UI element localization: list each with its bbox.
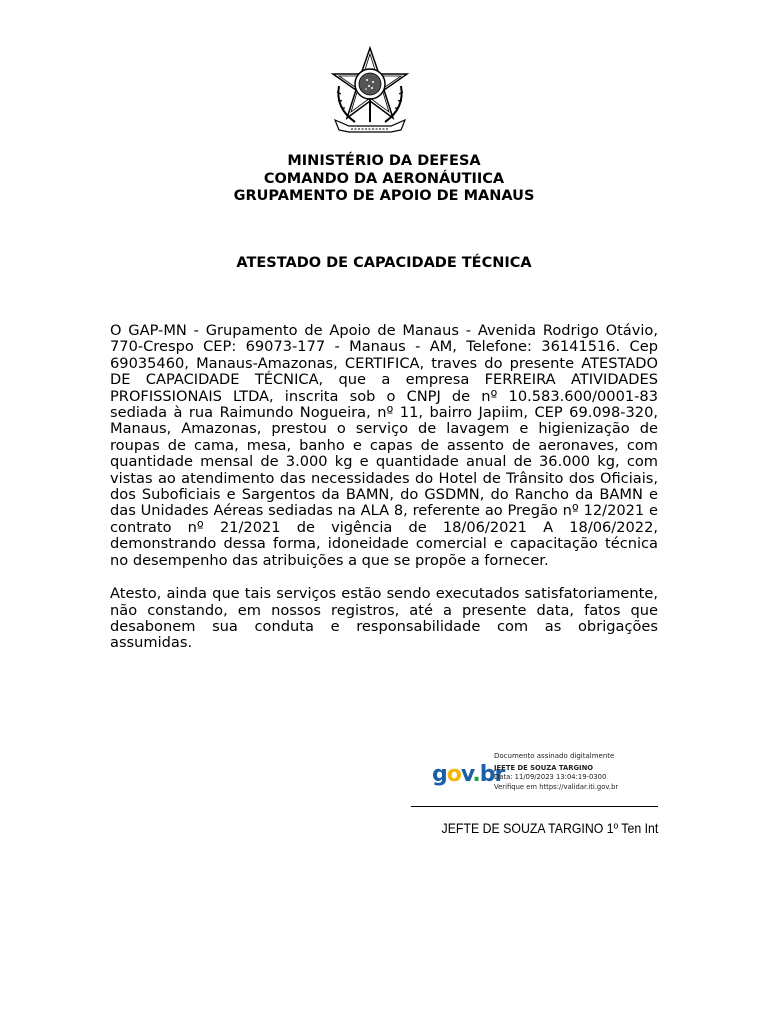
signature-date: Data: 11/09/2023 13:04:19-0300 [494, 773, 607, 782]
digital-signature-stamp [432, 752, 662, 802]
document-title: ATESTADO DE CAPACIDADE TÉCNICA [236, 255, 532, 271]
signature-name: JEFTE DE SOUZA TARGINO 1º Ten Int [441, 820, 658, 836]
govbr-logo: gov.br [432, 762, 505, 787]
signature-line [411, 806, 658, 807]
body-paragraph-1: O GAP-MN - Grupamento de Apoio de Manaus - Avenida Rodrigo Otávio, 770-Crespo CEP: 69073-177 - Manaus - AM, Telefone: 36141516. Cep 69035460, Manaus-Amazonas, CERTIFICA, traves do presente ATESTADO DE CAPACIDADE TÉCNICA, que a empresa FERREIRA ATIVIDADES PROFISSIONAIS LTDA, inscrita sob o CNPJ de nº 10.583.600/0001-83 sediada à rua Raimundo Nogueira, nº 11, bairro Japiim, CEP 69.098-320, Manaus, Amazonas, prestou o serviço de lavagem e higienização de roupas de cama, mesa, banho e capas de assento de aeronaves, com quantidade mensal de 3.000 kg e quantidade anual de 36.000 kg, com vistas ao atendimento das necessidades do Hotel de Trânsito dos Oficiais, dos Suboficiais e Sargentos da BAMN, do GSDMN, do Rancho da BAMN e das Unidades Aéreas sediadas na ALA 8, referente ao Pregão nº 12/2021 e contrato nº 21/2021 de vigência de 18/06/2021 A 18/06/2022, demonstrando dessa forma, idoneidade comercial e capacitação técnica no desempenho das atribuições a que se propõe a fornecer. [110, 322, 658, 569]
header-ministry: MINISTÉRIO DA DEFESA [287, 153, 481, 169]
document-header [0, 153, 768, 206]
body-paragraph-2: Atesto, ainda que tais serviços estão sendo executados satisfatoriamente, não constando, em nossos registros, até a presente data, fatos que desabonem sua conduta e responsabilidade com as obrigações assumidas. [110, 585, 658, 652]
document-body [110, 323, 658, 669]
signature-signer: JEFTE DE SOUZA TARGINO [494, 764, 594, 773]
brazil-coat-of-arms-icon [329, 46, 411, 136]
signature-caption: Documento assinado digitalmente [494, 752, 615, 760]
signature-info [494, 752, 618, 792]
signature-verify-link[interactable]: Verifique em https://validar.iti.gov.br [494, 782, 619, 791]
header-group: GRUPAMENTO DE APOIO DE MANAUS [233, 188, 535, 204]
header-command: COMANDO DA AERONÁUTIICA [263, 170, 505, 187]
